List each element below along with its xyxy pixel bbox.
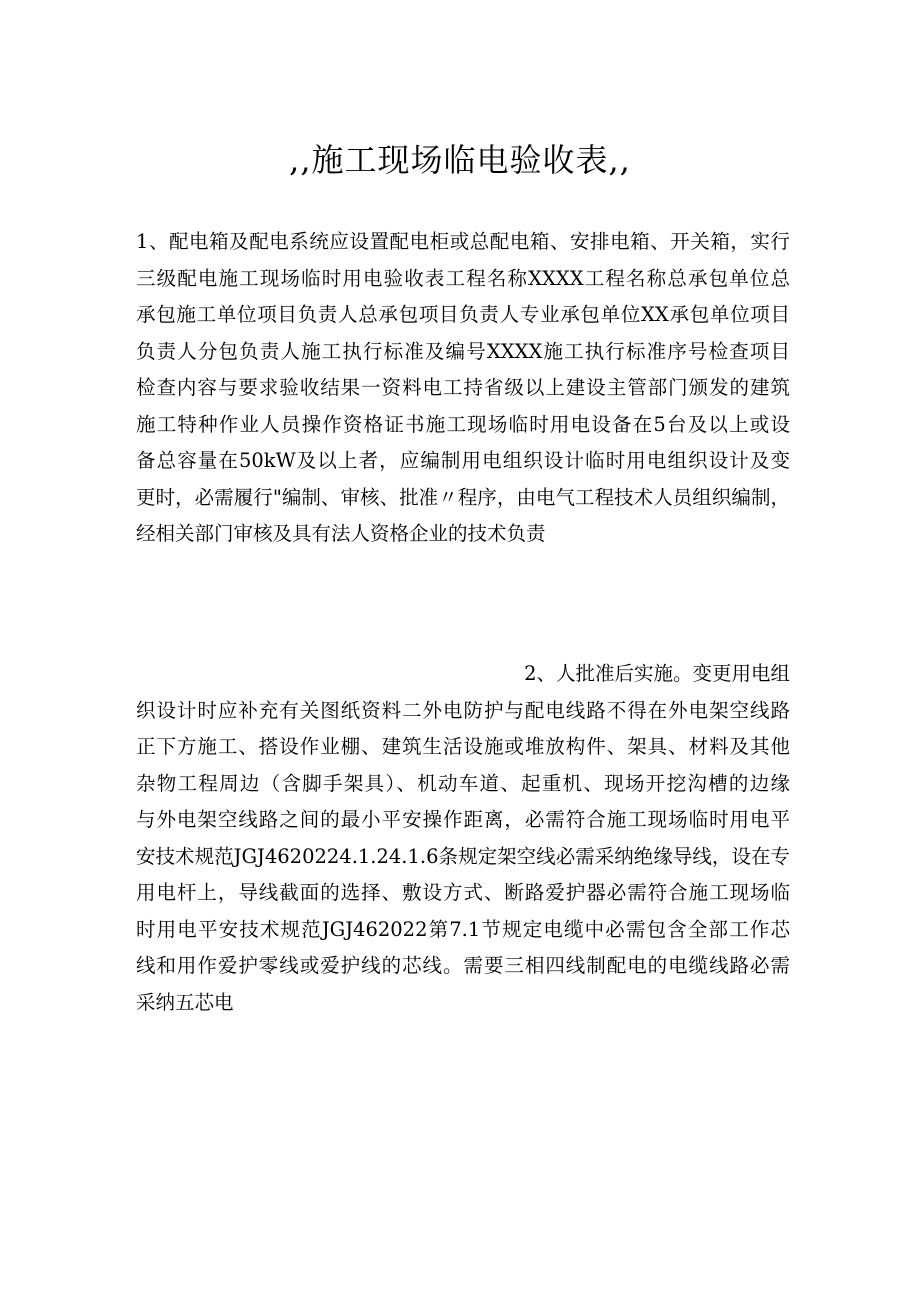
paragraph-1-line: 更时，必需履行"编制、审核、批准〃程序，由电气工程技术人员组织编制， xyxy=(136,485,790,509)
paragraph-2-line: 与外电架空线路之间的最小平安操作距离，必需符合施工现场临时用电平 xyxy=(136,808,790,831)
paragraph-2-line: 织设计时应补充有关图纸资料二外电防护与配电线路不得在外电架空线路 xyxy=(136,698,790,722)
paragraph-1-line: 施工特种作业人员操作资格证书施工现场临时用电设备在5台及以上或设 xyxy=(136,412,790,436)
paragraph-2-line: 用电杆上，导线截面的选择、敷设方式、断路爱护器必需符合施工现场临 xyxy=(136,881,790,904)
paragraph-2-line: 2、人批准后实施。变更用电组 xyxy=(524,662,790,685)
paragraph-1-line: 承包施工单位项目负责人总承包项目负责人专业承包单位XX承包单位项目 xyxy=(136,303,790,326)
document-title: ,,施工现场临电验收表,, xyxy=(289,141,631,179)
paragraph-2-line: 线和用作爱护零线或爱护线的芯线。需要三相四线制配电的电缆线路必需 xyxy=(136,954,790,977)
paragraph-2 xyxy=(136,656,790,1021)
paragraph-1-line: 负责人分包负责人施工执行标准及编号XXXX施工执行标准序号检查项目 xyxy=(136,339,790,363)
paragraph-1-line: 三级配电施工现场临时用电验收表工程名称XXXX工程名称总承包单位总 xyxy=(136,266,790,290)
paragraph-1-line: 检查内容与要求验收结果一资料电工持省级以上建设主管部门颁发的建筑 xyxy=(136,376,790,399)
paragraph-1 xyxy=(136,224,790,553)
paragraph-2-line: 正下方施工、搭设作业棚、建筑生活设施或堆放构件、架具、材料及其他 xyxy=(136,735,790,758)
paragraph-2-line: 采纳五芯电 xyxy=(136,990,234,1014)
paragraph-1-line: 1、配电箱及配电系统应设置配电柜或总配电箱、安排电箱、开关箱，实行 xyxy=(136,230,790,253)
paragraph-2-line: 杂物工程周边（含脚手架具）、机动车道、起重机、现场开挖沟槽的边缘 xyxy=(136,771,790,795)
paragraph-2-line: 安技术规范JGJ4620224.1.24.1.6条规定架空线必需采纳绝缘导线，设在专 xyxy=(136,844,790,868)
paragraph-2-line: 时用电平安技术规范JGJ462022第7.1节规定电缆中必需包含全部工作芯 xyxy=(136,917,790,941)
paragraph-1-line: 经相关部门审核及具有法人资格企业的技术负责 xyxy=(136,522,546,545)
paragraph-1-line: 备总容量在50kW及以上者，应编制用电组织设计临时用电组织设计及变 xyxy=(136,449,790,472)
